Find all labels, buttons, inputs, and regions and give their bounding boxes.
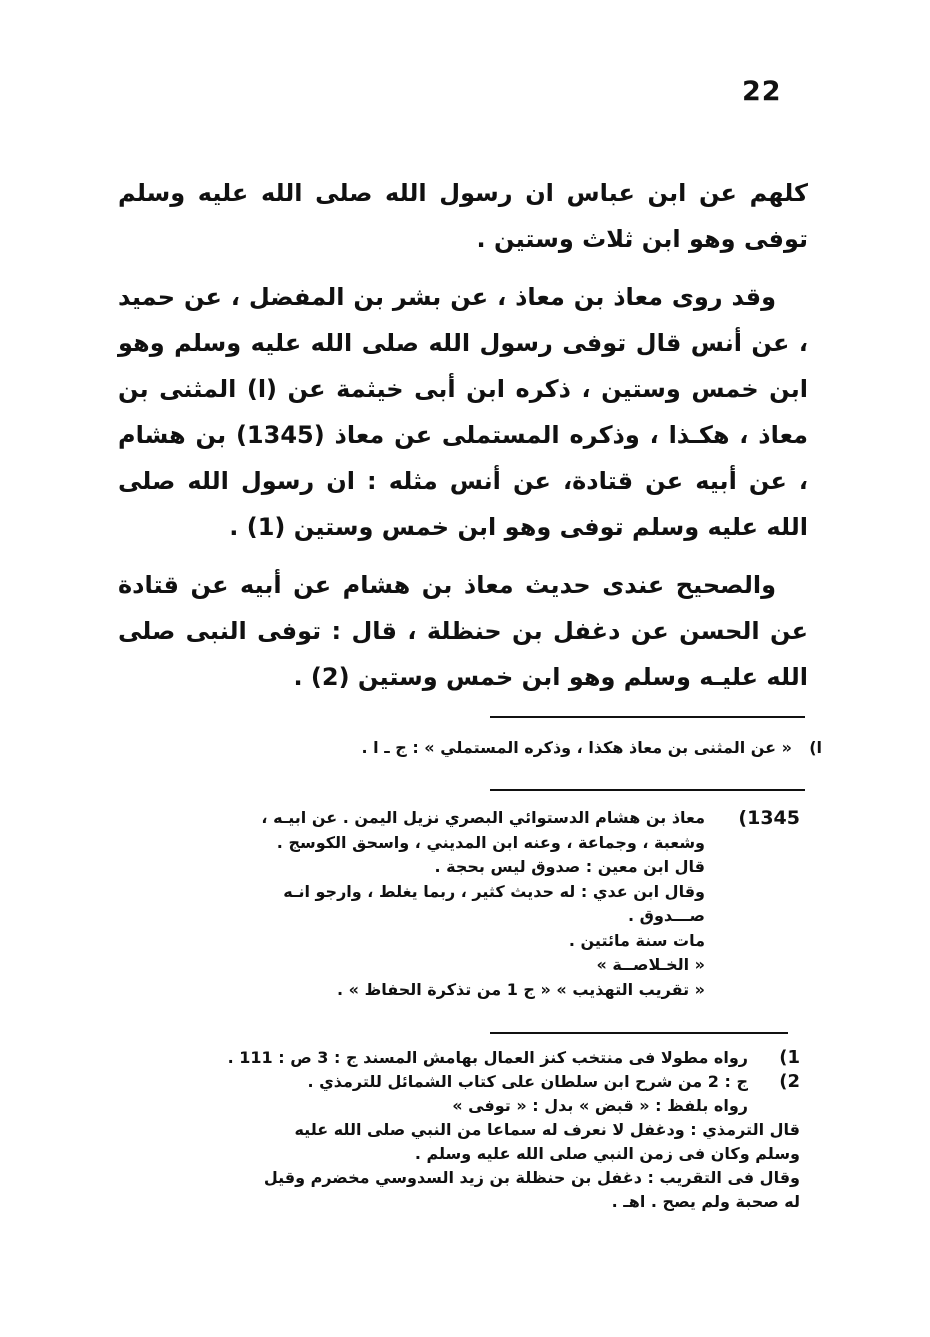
- footnote-1: [118, 1046, 800, 1070]
- narrator-line: معاذ بن هشام الدستوائي البصري نزيل اليمن . عن ابيـه ،: [261, 808, 705, 827]
- narrator-line: مات سنة مائتين .: [568, 930, 705, 950]
- narrator-note-marker: 1345): [738, 807, 800, 829]
- narrator-line: قال ابن معين : صدوق ليس بحجة .: [434, 857, 705, 876]
- footnote-line: قال الترمذي : ودغفل لا نعرف له سماعا من النبي صلى الله عليه: [294, 1120, 800, 1139]
- footnote-line: له صحبة ولم يصح . اهـ .: [611, 1192, 800, 1211]
- footnote-line: ج : 2 من شرح ابن سلطان على كتاب الشمائل للترمذي .: [307, 1072, 748, 1091]
- paragraph-3: والصحيح عندى حديث معاذ بن هشام عن أبيه عن قتادة عن الحسن عن دغفل بن حنظلة ، قال : توفى النبى صلى الله عليـه وسلم وهو ابن خمس وستين (2) .: [118, 571, 808, 691]
- divider-2: [490, 789, 805, 791]
- paragraph-2: وقد روى معاذ بن معاذ ، عن بشر بن المفضل ، عن حميد ، عن أنس قال توفى رسول الله صلى الله عليه وسلم وهو ابن خمس وستين ، ذكره ابن أبى خيثمة عن (ا) المثنى بن معاذ ، هكـذا ، وذكره المستملى عن معاذ (1345) بن هشام ، عن أبيه عن قتادة، عن أنس مثله : ان رسول الله صلى الله عليه وسلم توفى وهو ابن خمس وستين (1) .: [118, 283, 808, 541]
- footnote-2-marker: 2): [779, 1071, 800, 1092]
- narrator-note: [120, 806, 800, 1002]
- footnote-2: [118, 1070, 800, 1214]
- main-text: [118, 170, 808, 712]
- variant-note-marker: ا): [809, 738, 822, 757]
- footnote-line: رواه بلفظ : « قبض » بدل : « توفى »: [452, 1096, 748, 1115]
- footnote-line: وسلم وكان فى زمن النبي صلى الله عليه وسلم .: [414, 1144, 800, 1163]
- narrator-line: صـــدوق .: [627, 906, 705, 925]
- narrator-line: وشعبة ، وجماعة ، وعنه ابن المديني ، واسحق الكوسج .: [276, 832, 705, 852]
- footnote-line: وقال فى التقريب : دغفل بن حنظلة بن زيد السدوسي مخضرم وقيل: [263, 1168, 800, 1187]
- footnote-1-marker: 1): [779, 1047, 800, 1068]
- divider-3: [490, 1032, 788, 1034]
- variant-note: [232, 738, 822, 757]
- narrator-line: وقال ابن عدي : له حديث كثير ، ربما يغلط ، وارجو انـه: [283, 881, 705, 901]
- narrator-line: « تقريب التهذيب » « ج 1 من تذكرة الحفاظ » .: [337, 979, 705, 999]
- divider-1: [490, 716, 805, 718]
- narrator-line: « الخـلاصــة »: [596, 955, 705, 974]
- footnote-line: رواه مطولا فى منتخب كنز العمال بهامش المسند ج : 3 ص : 111 .: [227, 1048, 748, 1067]
- paragraph-1: كلهم عن ابن عباس ان رسول الله صلى الله عليه وسلم توفى وهو ابن ثلاث وستين .: [118, 179, 808, 253]
- footnotes: [118, 1046, 800, 1214]
- page-number: 22: [742, 76, 782, 107]
- variant-note-text: « عن المثنى بن معاذ هكذا ، وذكره المستملي » : ج ـ ا .: [361, 738, 792, 757]
